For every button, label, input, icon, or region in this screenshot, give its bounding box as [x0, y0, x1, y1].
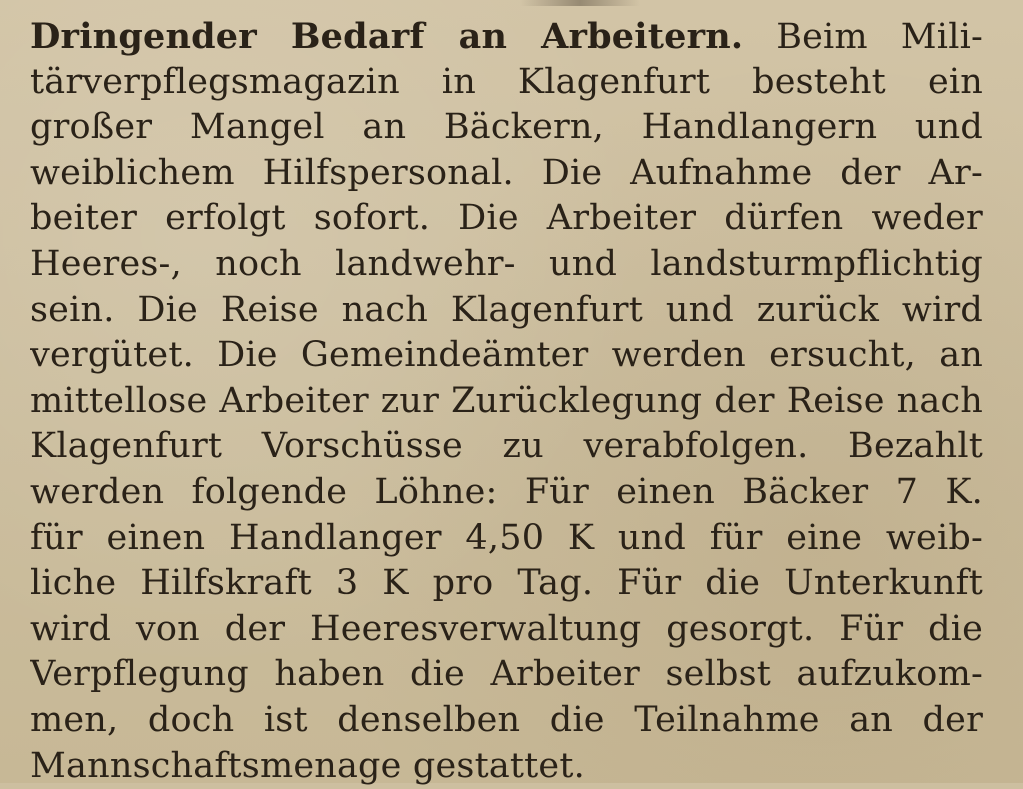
article-line-14: wird von der Heeresverwaltung gesorgt. Für die [30, 607, 983, 653]
article-body [30, 14, 983, 789]
article-line-16: men, doch ist denselben die Teilnahme an der [30, 698, 983, 744]
article-line-6: Heeres-, noch landwehr- und landsturmpflichtig [30, 242, 983, 288]
article-line-7: sein. Die Reise nach Klagenfurt und zurück wird [30, 288, 983, 334]
article-headline: Dringender Bedarf an Arbeitern. [30, 16, 743, 57]
article-line-1-text: Beim Mili- [743, 17, 983, 57]
article-line-10: Klagenfurt Vorschüsse zu verabfolgen. Bezahlt [30, 424, 983, 470]
article-line-8: vergütet. Die Gemeindeämter werden ersucht, an [30, 333, 983, 379]
article-line-1 [30, 14, 983, 60]
article-line-9: mittellose Arbeiter zur Zurücklegung der Reise nach [30, 379, 983, 425]
article-line-12: für einen Handlanger 4,50 K und für eine weib- [30, 516, 983, 562]
article-line-3: großer Mangel an Bäckern, Handlangern und [30, 105, 983, 151]
article-line-13: liche Hilfskraft 3 K pro Tag. Für die Unterkunft [30, 561, 983, 607]
article-line-4: weiblichem Hilfspersonal. Die Aufnahme der Ar- [30, 151, 983, 197]
article-line-2: tärverpflegsmagazin in Klagenfurt besteht ein [30, 60, 983, 106]
article-line-15: Verpflegung haben die Arbeiter selbst aufzukom- [30, 652, 983, 698]
clipping-edge-mark [520, 0, 640, 6]
article-line-5: beiter erfolgt sofort. Die Arbeiter dürfen weder [30, 196, 983, 242]
article-line-17: Mannschaftsmenage gestattet. [30, 744, 983, 789]
article-line-11: werden folgende Löhne: Für einen Bäcker 7 K. [30, 470, 983, 516]
